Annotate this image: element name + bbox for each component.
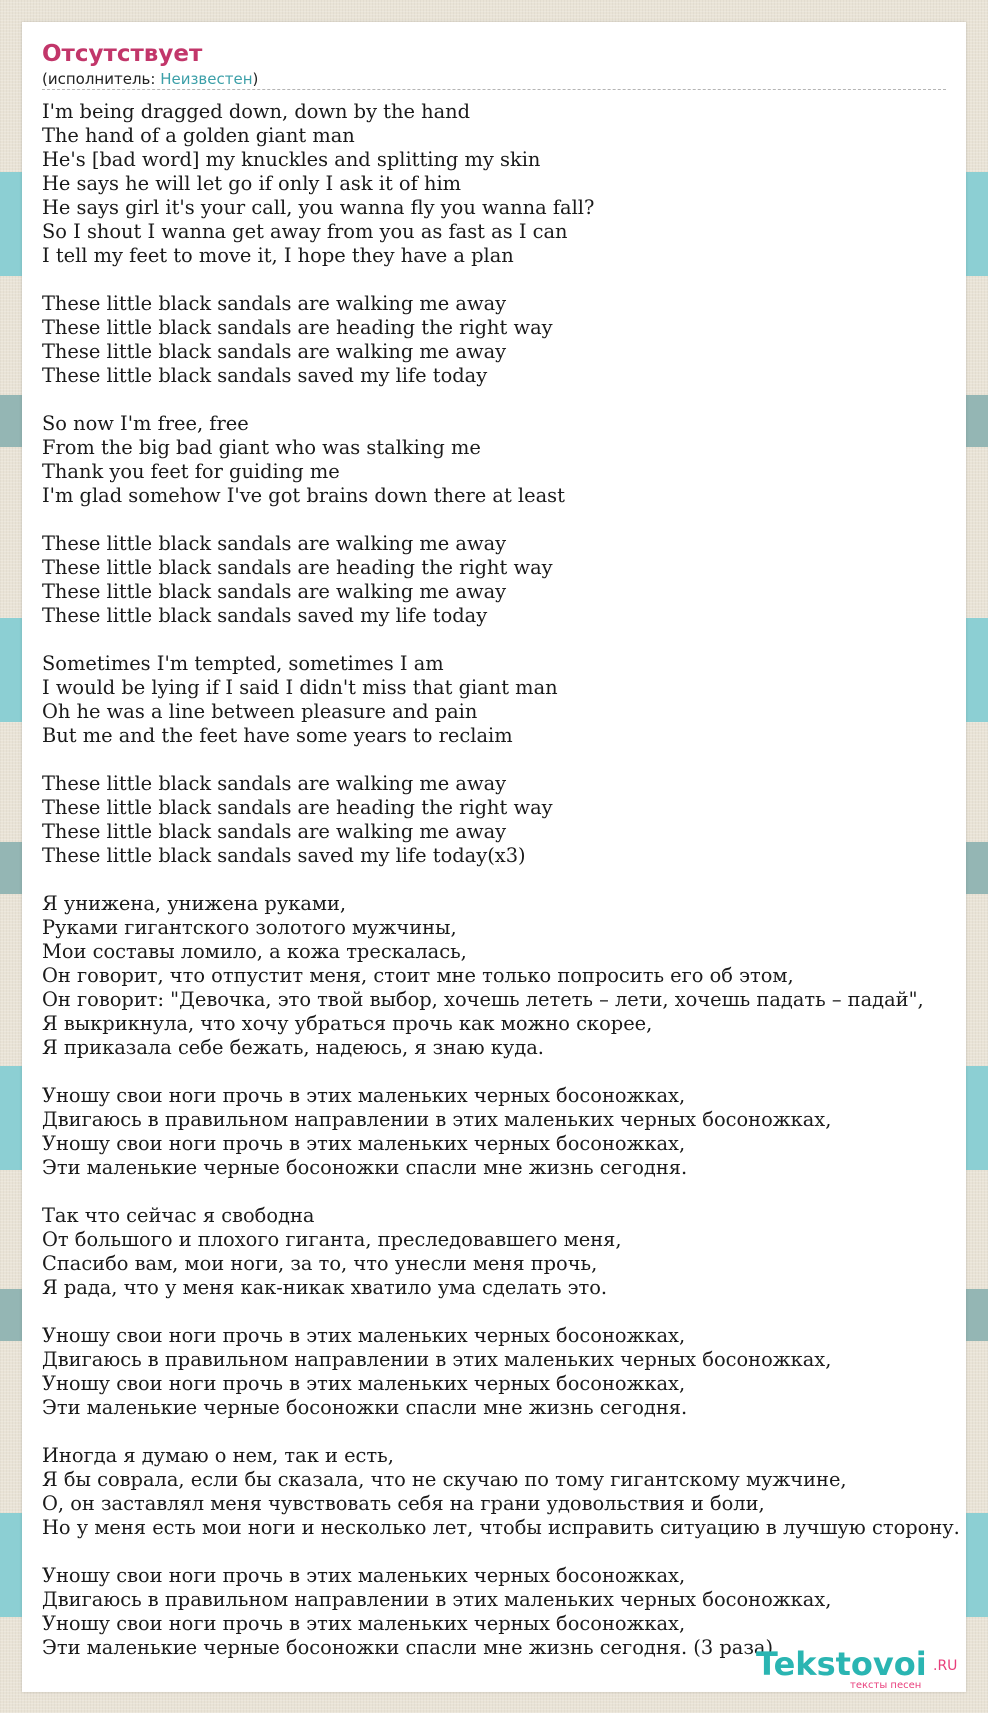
lyric-line: О, он заставлял меня чувствовать себя на грани удовольствия и боли, xyxy=(42,1492,765,1515)
lyrics-stanza xyxy=(42,292,982,388)
lyric-line: These little black sandals are walking me away xyxy=(42,820,507,843)
lyric-line: These little black sandals are walking me away xyxy=(42,772,507,795)
lyrics-card xyxy=(22,22,966,1692)
lyrics-stanza xyxy=(42,892,982,1060)
lyric-line: Уношу свои ноги прочь в этих маленьких черных босоножках, xyxy=(42,1564,686,1587)
lyrics-stanza xyxy=(42,1084,982,1180)
lyric-line: He's [bad word] my knuckles and splitting my skin xyxy=(42,148,541,171)
lyric-line: Уношу свои ноги прочь в этих маленьких черных босоножках, xyxy=(42,1324,686,1347)
lyric-line: От большого и плохого гиганта, преследовавшего меня, xyxy=(42,1228,622,1251)
header-divider xyxy=(42,89,946,90)
performer-line xyxy=(42,70,946,88)
lyric-line: Двигаюсь в правильном направлении в этих маленьких черных босоножках, xyxy=(42,1348,832,1371)
song-title: Отсутствует xyxy=(42,41,203,67)
lyric-line: Двигаюсь в правильном направлении в этих маленьких черных босоножках, xyxy=(42,1588,832,1611)
lyrics-stanza xyxy=(42,1444,982,1540)
lyric-line: These little black sandals are walking me away xyxy=(42,292,507,315)
lyric-line: Эти маленькие черные босоножки спасли мне жизнь сегодня. xyxy=(42,1396,688,1419)
lyric-line: Я бы соврала, если бы сказала, что не скучаю по тому гигантскому мужчине, xyxy=(42,1468,847,1491)
lyric-line: Я унижена, унижена руками, xyxy=(42,892,347,915)
lyric-line: These little black sandals are walking me away xyxy=(42,340,507,363)
performer-link[interactable]: Неизвестен xyxy=(160,70,253,88)
lyrics-stanza xyxy=(42,1204,982,1300)
lyric-line: Я рада, что у меня как-никак хватило ума сделать это. xyxy=(42,1276,608,1299)
lyric-line: Thank you feet for guiding me xyxy=(42,460,340,483)
lyric-line: Я приказала себе бежать, надеюсь, я знаю куда. xyxy=(42,1036,544,1059)
lyrics-stanza xyxy=(42,412,982,508)
lyric-line: These little black sandals are walking me away xyxy=(42,580,507,603)
lyric-line: Уношу свои ноги прочь в этих маленьких черных босоножках, xyxy=(42,1372,686,1395)
lyric-line: He says he will let go if only I ask it of him xyxy=(42,172,462,195)
lyric-line: These little black sandals saved my life today xyxy=(42,364,488,387)
lyric-line: Иногда я думаю о нем, так и есть, xyxy=(42,1444,394,1467)
lyric-line: These little black sandals are heading the right way xyxy=(42,796,553,819)
lyrics-stanza xyxy=(42,532,982,628)
logo-tagline: тексты песен xyxy=(850,1680,922,1691)
lyric-line: Эти маленькие черные босоножки спасли мне жизнь сегодня. xyxy=(42,1156,688,1179)
lyric-line: Эти маленькие черные босоножки спасли мне жизнь сегодня. (3 раза) xyxy=(42,1636,774,1659)
lyric-line: I tell my feet to move it, I hope they have a plan xyxy=(42,244,514,267)
lyrics-stanza xyxy=(42,772,982,868)
lyric-line: From the big bad giant who was stalking me xyxy=(42,436,481,459)
lyric-line: Я выкрикнула, что хочу убраться прочь как можно скорее, xyxy=(42,1012,653,1035)
lyric-line: I'm glad somehow I've got brains down there at least xyxy=(42,484,565,507)
lyric-line: Oh he was a line between pleasure and pain xyxy=(42,700,478,723)
lyric-line: Sometimes I'm tempted, sometimes I am xyxy=(42,652,444,675)
lyric-line: Уношу свои ноги прочь в этих маленьких черных босоножках, xyxy=(42,1132,686,1155)
lyric-line: So I shout I wanna get away from you as fast as I can xyxy=(42,220,568,243)
logo-tld: .RU xyxy=(933,1658,958,1674)
lyric-line: The hand of a golden giant man xyxy=(42,124,355,147)
lyric-line: These little black sandals are heading the right way xyxy=(42,316,553,339)
lyric-line: Уношу свои ноги прочь в этих маленьких черных босоножках, xyxy=(42,1612,686,1635)
lyric-line: Но у меня есть мои ноги и несколько лет, чтобы исправить ситуацию в лучшую сторону. xyxy=(42,1516,960,1539)
lyric-line: So now I'm free, free xyxy=(42,412,249,435)
lyrics-stanza xyxy=(42,652,982,748)
lyric-line: These little black sandals saved my life today xyxy=(42,604,488,627)
lyric-line: He says girl it's your call, you wanna fly you wanna fall? xyxy=(42,196,595,219)
song-header xyxy=(42,40,946,88)
lyric-line: Так что сейчас я свободна xyxy=(42,1204,315,1227)
lyric-line: Двигаюсь в правильном направлении в этих маленьких черных босоножках, xyxy=(42,1108,832,1131)
site-logo[interactable] xyxy=(756,1646,956,1696)
lyric-line: Он говорит, что отпустит меня, стоит мне только попросить его об этом, xyxy=(42,964,794,987)
lyric-line: Руками гигантского золотого мужчины, xyxy=(42,916,457,939)
lyric-line: I would be lying if I said I didn't miss that giant man xyxy=(42,676,558,699)
lyrics-stanza xyxy=(42,1324,982,1420)
lyric-line: I'm being dragged down, down by the hand xyxy=(42,100,471,123)
lyric-line: These little black sandals saved my life today(x3) xyxy=(42,844,526,867)
lyric-line: These little black sandals are heading the right way xyxy=(42,556,553,579)
performer-suffix: ) xyxy=(252,70,259,88)
lyric-line: These little black sandals are walking me away xyxy=(42,532,507,555)
lyric-line: Он говорит: "Девочка, это твой выбор, хочешь лететь – лети, хочешь падать – падай", xyxy=(42,988,924,1011)
lyrics-text xyxy=(42,100,982,1684)
lyric-line: Спасибо вам, мои ноги, за то, что унесли меня прочь, xyxy=(42,1252,598,1275)
lyrics-stanza xyxy=(42,100,982,268)
lyric-line: But me and the feet have some years to reclaim xyxy=(42,724,513,747)
lyric-line: Мои составы ломило, а кожа трескалась, xyxy=(42,940,467,963)
logo-wordmark: Tekstovoi xyxy=(756,1645,927,1683)
lyric-line: Уношу свои ноги прочь в этих маленьких черных босоножках, xyxy=(42,1084,686,1107)
performer-prefix: (исполнитель: xyxy=(42,70,161,88)
